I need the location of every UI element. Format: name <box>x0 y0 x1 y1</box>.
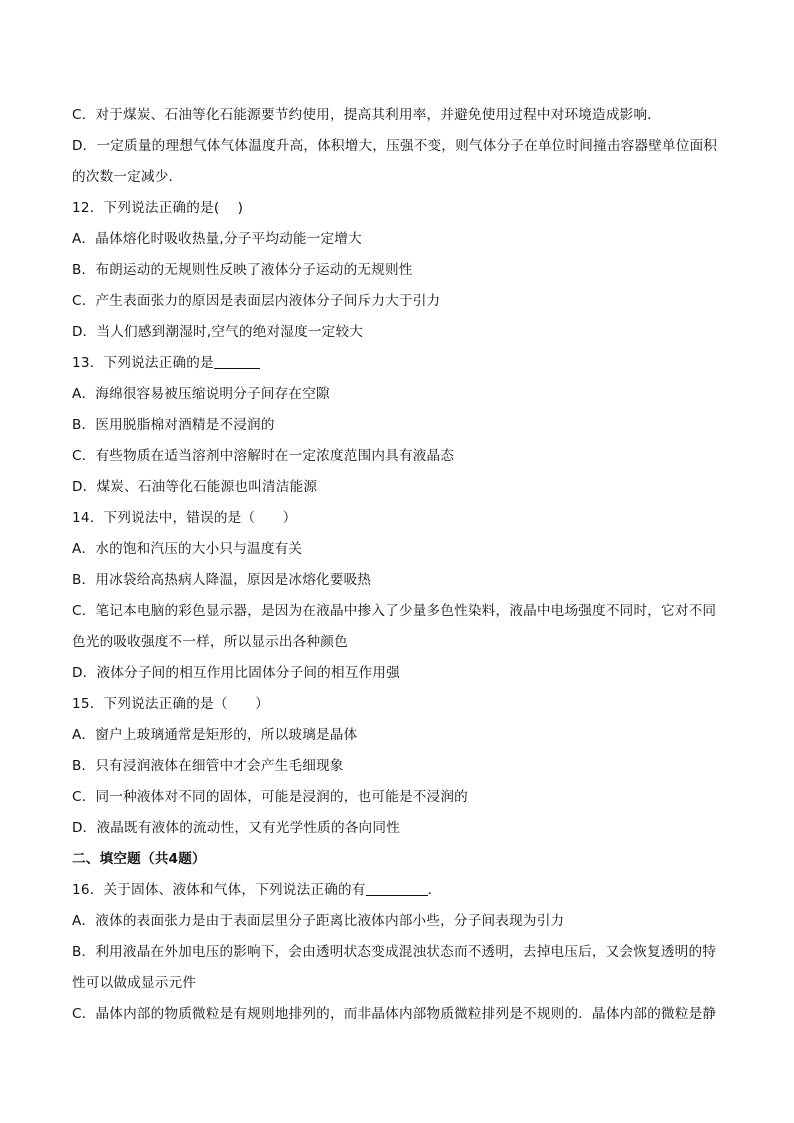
option-line: B．用冰袋给高热病人降温，原因是冰熔化要吸热 <box>72 572 372 588</box>
section-heading: 二、填空题（共4题） <box>72 851 206 867</box>
option-line: B．只有浸润液体在细管中才会产生毛细现象 <box>72 758 344 774</box>
option-line: C．笔记本电脑的彩色显示器，是因为在液晶中掺入了少量多色性染料，液晶中电场强度不同时，它对不同 <box>72 603 717 619</box>
question-12: 12．下列说法正确的是( ) <box>72 200 244 216</box>
question-13 <box>72 348 724 379</box>
option-line: A．窗户上玻璃通常是矩形的，所以玻璃是晶体 <box>72 727 358 743</box>
option-line: C．同一种液体对不同的固体，可能是浸润的，也可能是不浸润的 <box>72 789 468 805</box>
option-line: A．海绵很容易被压缩说明分子间存在空隙 <box>72 386 330 402</box>
option-line: A．晶体熔化时吸收热量,分子平均动能一定增大 <box>72 231 362 247</box>
option-line: D．液晶既有液体的流动性，又有光学性质的各向同性 <box>72 820 400 836</box>
option-line: C．晶体内部的物质微粒是有规则地排列的，而非晶体内部物质微粒排列是不规则的．晶体内部的微粒是静 <box>72 1006 717 1022</box>
question-15: 15．下列说法正确的是（ ） <box>72 696 270 712</box>
option-line: D．液体分子间的相互作用比固体分子间的相互作用强 <box>72 665 400 681</box>
text-line: 性可以做成显示元件 <box>72 975 197 991</box>
option-line: A．液体的表面张力是由于表面层里分子距离比液体内部小些，分子间表现为引力 <box>72 913 565 929</box>
option-line: A．水的饱和汽压的大小只与温度有关 <box>72 541 303 557</box>
question-16-suffix: ． <box>427 882 442 898</box>
text-line: 色光的吸收强度不一样，所以显示出各种颜色 <box>72 634 348 650</box>
answer-blank <box>214 354 260 369</box>
question-13-text: 13．下列说法正确的是 <box>72 355 214 371</box>
question-16 <box>72 875 724 906</box>
option-line: B．布朗运动的无规则性反映了液体分子运动的无规则性 <box>72 262 413 278</box>
text-line: 的次数一定减少． <box>72 169 183 185</box>
option-line: C．有些物质在适当溶剂中溶解时在一定浓度范围内具有液晶态 <box>72 448 455 464</box>
option-line: B．利用液晶在外加电压的影响下，会由透明状态变成混浊状态而不透明，去掉电压后，又会恢复透明的特 <box>72 944 717 960</box>
answer-blank <box>366 881 428 896</box>
question-14: 14．下列说法中，错误的是（ ） <box>72 510 297 526</box>
text-line: D．一定质量的理想气体气体温度升高，体积增大，压强不变，则气体分子在单位时间撞击容器壁单位面积 <box>72 138 718 154</box>
option-line: C．产生表面张力的原因是表面层内液体分子间斥力大于引力 <box>72 293 441 309</box>
option-line: D．当人们感到潮湿时,空气的绝对湿度一定较大 <box>72 324 364 340</box>
question-16-text: 16．关于固体、液体和气体，下列说法正确的有 <box>72 882 366 898</box>
option-line: D．煤炭、石油等化石能源也叫清洁能源 <box>72 479 318 495</box>
text-line: C．对于煤炭、石油等化石能源要节约使用，提高其利用率，并避免使用过程中对环境造成影响． <box>72 107 662 123</box>
option-line: B．医用脱脂棉对酒精是不浸润的 <box>72 417 275 433</box>
